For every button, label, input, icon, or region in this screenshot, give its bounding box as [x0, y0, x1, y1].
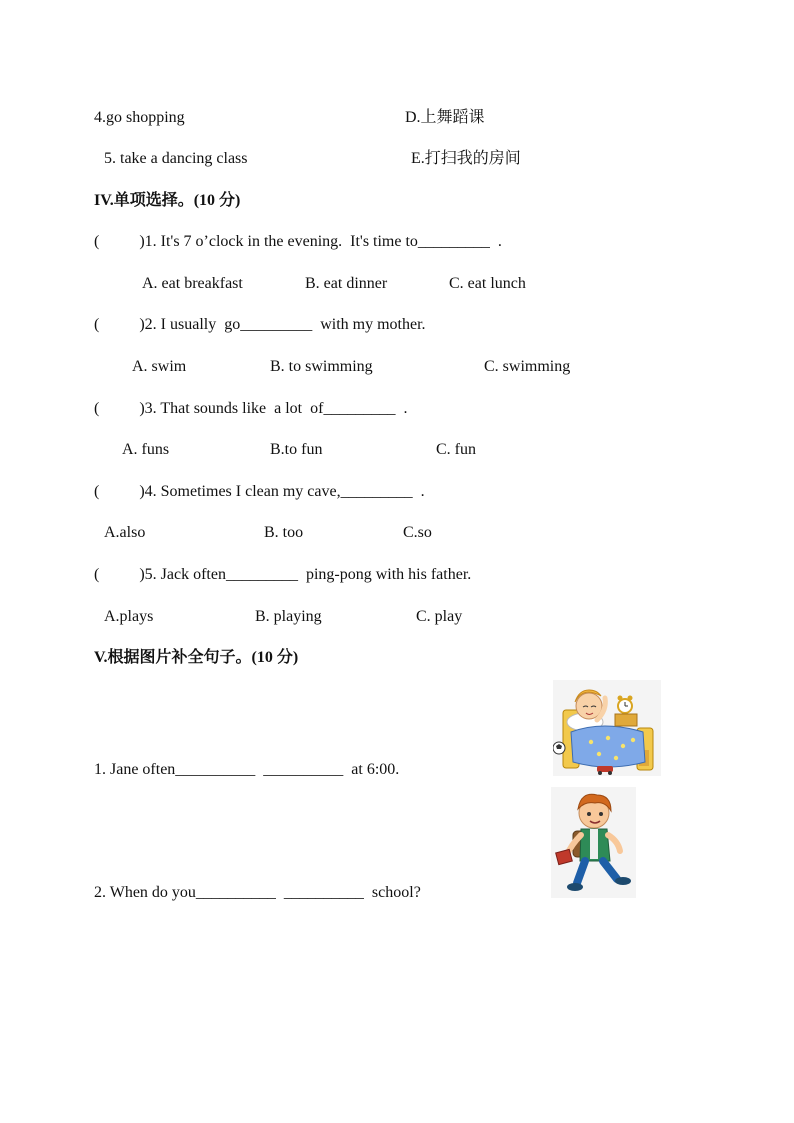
option-a: A. eat breakfast [142, 275, 243, 292]
option-a: A.also [104, 524, 146, 541]
question-stem: ( )3. That sounds like a lot of_________ . [94, 400, 408, 417]
question-stem: ( )4. Sometimes I clean my cave,_________ . [94, 483, 425, 500]
boy-in-bed-illustration [553, 680, 661, 776]
picture-sentence-2: 2. When do you__________ __________ school? [94, 884, 421, 901]
option-c: C. play [416, 608, 463, 625]
option-b: B. playing [255, 608, 322, 625]
section-4-title: IV.单项选择。(10 分) [94, 192, 241, 209]
option-a: A. funs [122, 441, 170, 458]
option-a: A. swim [132, 358, 187, 375]
match-right-e: E.打扫我的房间 [411, 150, 521, 167]
match-left-4: 4.go shopping [94, 109, 185, 126]
option-c: C.so [403, 524, 432, 541]
question-stem: ( )5. Jack often_________ ping-pong with his father. [94, 566, 472, 583]
section-5-title: V.根据图片补全句子。(10 分) [94, 649, 299, 666]
picture-sentence-1: 1. Jane often__________ __________ at 6:00. [94, 761, 400, 778]
match-right-d: D.上舞蹈课 [405, 109, 485, 126]
option-c: C. eat lunch [449, 275, 526, 292]
option-b: B. to swimming [270, 358, 373, 375]
option-c: C. swimming [484, 358, 571, 375]
option-a: A.plays [104, 608, 154, 625]
match-left-5: 5. take a dancing class [104, 150, 248, 167]
question-stem: ( )2. I usually go_________ with my mother. [94, 316, 426, 333]
option-b: B. too [264, 524, 304, 541]
boy-going-to-school-illustration [551, 787, 636, 898]
question-stem: ( )1. It's 7 o’clock in the evening. It's time to_________ . [94, 233, 502, 250]
option-c: C. fun [436, 441, 476, 458]
option-b: B.to fun [270, 441, 323, 458]
option-b: B. eat dinner [305, 275, 388, 292]
